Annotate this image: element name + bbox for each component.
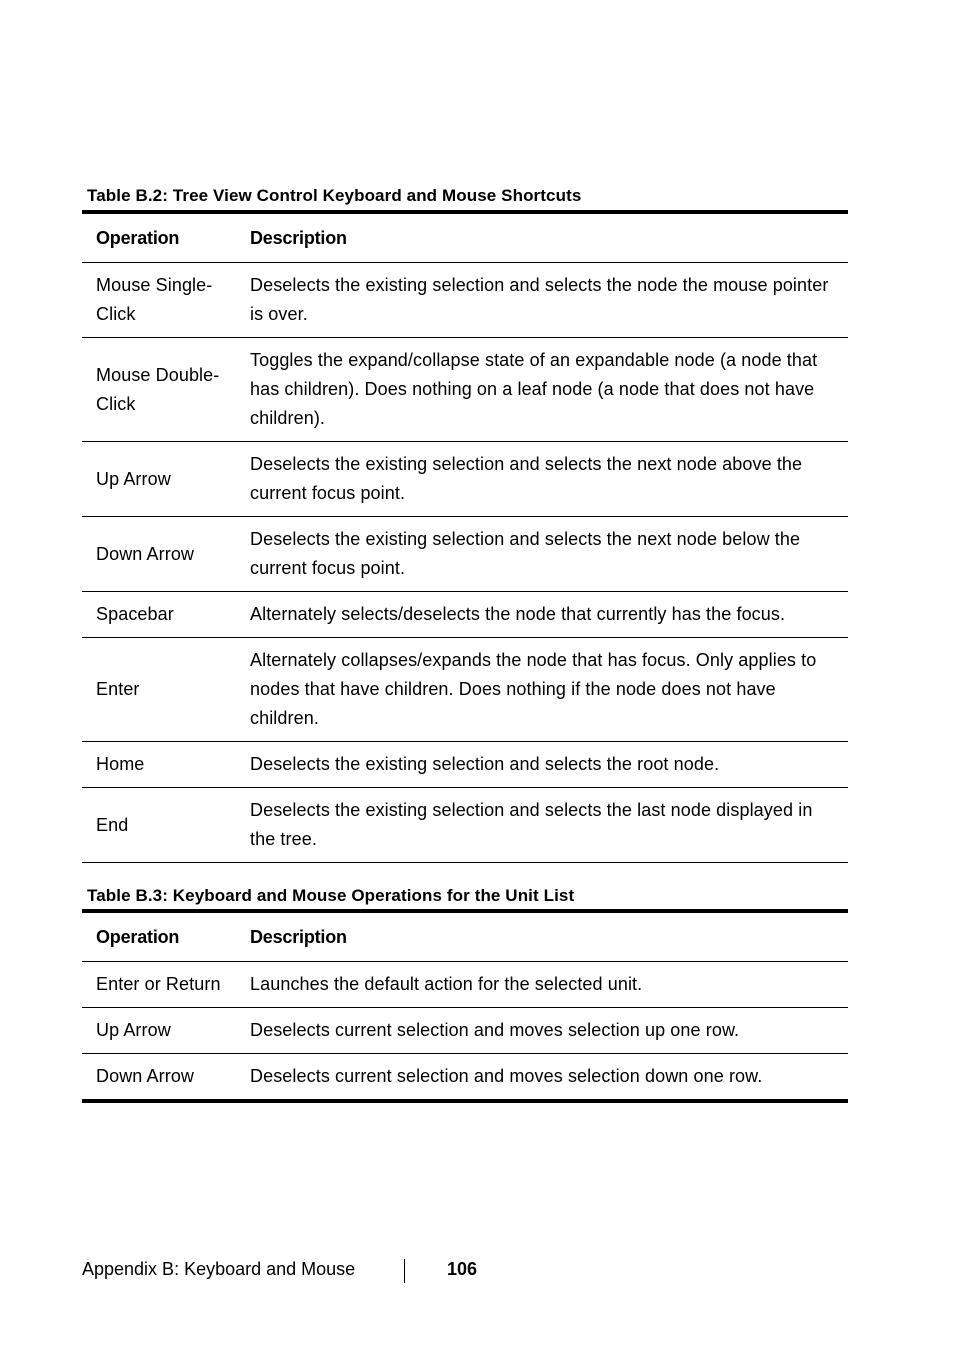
description-cell: Deselects the existing selection and selects the next node above the current focus point. [250, 454, 803, 503]
description-cell: Deselects the existing selection and selects the node the mouse pointer is over. [250, 275, 829, 324]
description-cell: Deselects the existing selection and selects the last node displayed in the tree. [250, 800, 813, 849]
page-number: 106 [447, 1259, 478, 1279]
table-row [82, 442, 848, 517]
footer-divider [404, 1259, 405, 1283]
table-caption: Table B.3: Keyboard and Mouse Operations for the Unit List [87, 886, 575, 905]
operation-cell: Home [96, 754, 145, 774]
operation-cell: Mouse Single-Click [96, 275, 213, 324]
table-row [82, 962, 848, 1008]
footer-section-title: Appendix B: Keyboard and Mouse [82, 1259, 356, 1279]
table-row [82, 788, 848, 863]
description-cell: Deselects current selection and moves selection down one row. [250, 1066, 763, 1086]
operation-cell: Spacebar [96, 604, 174, 624]
operation-cell: Mouse Double-Click [96, 364, 220, 414]
description-cell: Deselects the existing selection and selects the next node below the current focus point. [250, 529, 801, 578]
description-cell: Deselects current selection and moves selection up one row. [250, 1020, 740, 1040]
operation-cell: Enter [96, 679, 140, 699]
operation-cell: End [96, 814, 129, 835]
description-cell: Alternately collapses/expands the node that has focus. Only applies to nodes that have children. Does nothing if the node does not have children. [250, 650, 817, 728]
table-row [82, 1054, 848, 1102]
operation-cell: Enter or Return [96, 974, 221, 994]
description-cell: Alternately selects/deselects the node that currently has the focus. [250, 604, 786, 624]
operation-cell: Down Arrow [96, 1066, 195, 1086]
description-column-header: Description [250, 927, 347, 947]
operation-column-header: Operation [96, 228, 180, 248]
tree-view-shortcuts-table [82, 210, 848, 863]
description-cell: Toggles the expand/collapse state of an expandable node (a node that has children). Does nothing on a leaf node (a node that does not have children). [250, 350, 818, 428]
unit-list-operations-table [82, 909, 848, 1103]
table-row [82, 1008, 848, 1054]
operation-cell: Down Arrow [96, 543, 195, 564]
table-header-row [82, 212, 848, 263]
description-cell: Deselects the existing selection and selects the root node. [250, 754, 720, 774]
operation-cell: Up Arrow [96, 468, 171, 489]
description-column-header: Description [250, 228, 347, 248]
description-cell: Launches the default action for the selected unit. [250, 974, 643, 994]
table-caption: Table B.2: Tree View Control Keyboard and Mouse Shortcuts [87, 186, 582, 205]
table-row [82, 263, 848, 338]
table-header-row [82, 911, 848, 962]
table-row [82, 338, 848, 442]
table-row [82, 638, 848, 742]
table-row [82, 742, 848, 788]
operation-column-header: Operation [96, 927, 180, 947]
table-row [82, 592, 848, 638]
table-row [82, 517, 848, 592]
operation-cell: Up Arrow [96, 1020, 171, 1040]
